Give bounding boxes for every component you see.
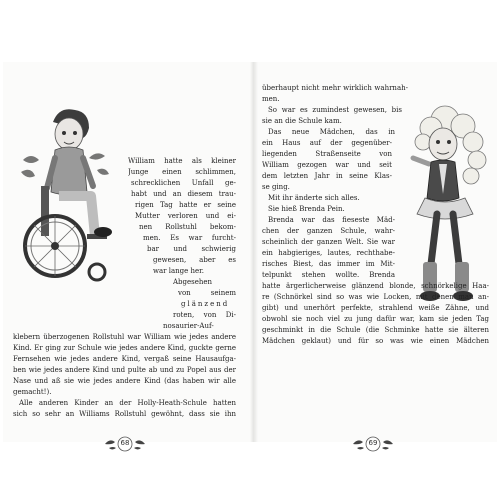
text-line: Kind. Er ging zur Schule wie jedes andere Kind, guckte gerne [13,344,236,352]
text-line: Junge einen schlimmen, [128,168,236,176]
text-line: scheinlich der ganzen Welt. Sie war [262,238,395,246]
text-line: William gezogen war und seit [262,161,392,169]
text-line: schrecklichen Unfall ge- [131,179,236,187]
page-number-right [353,436,393,452]
text-line: Sie hieß Brenda Pein. [268,205,345,213]
text-line: gewesen, aber es [153,256,236,264]
text-line: liegenden Straßenseite von [262,150,392,158]
text-line: So war es zumindest gewesen, bis [268,106,402,114]
text-line: nosaurier-Auf- [163,322,214,330]
text-line: sie an die Schule kam. [262,117,342,125]
text-line: habt und an diesem trau- [131,190,236,198]
text-line: gibt) und unerhört perfekte, strahlend weiße Zähne, und [262,304,489,312]
page-number-text: 68 [120,439,130,447]
text-line: ein habgieriges, lautes, rechthabe- [262,249,395,257]
text-line: men. Es war furcht- [143,234,236,242]
text-line: William hatte als kleiner [128,157,236,165]
text-line: obwohl sie noch viel zu jung dafür war, kam sie jeden Tag [262,315,489,323]
text-line: nen Rollstuhl bekom- [139,223,236,231]
text-line: war lange her. [153,267,204,275]
text-line: bar und schwierig [147,245,236,253]
text-line: glänzend [181,300,230,308]
text-line: Abgesehen [173,278,213,286]
text-line: ben wie jedes andere Kind und pulte ab und zu Popel aus der [13,366,236,374]
text-line: gemacht!). [13,388,52,396]
text-line: ein Haus auf der gegenüber- [262,139,392,147]
text-line: rigen Tag hatte er seine [135,201,236,209]
text-line: sich so sehr an Williams Rollstuhl gewöhnt, dass sie ihn [13,410,236,418]
text-line: von seinem [178,289,236,297]
text-line: telpunkt stehen wollte. Brenda [262,271,395,279]
text-line: Mit ihr änderte sich alles. [268,194,360,202]
text-line: se ging. [262,183,290,191]
text-line: Fernsehen wie jedes andere Kind, vergaß seine Hausaufga- [13,355,236,363]
text-line: chen der ganzen Schule, wahr- [262,227,395,235]
text-line: risches Biest, das immer im Mit- [262,260,395,268]
text-line: hatte ärgerlicherweise glänzend blonde, schnörkelige Haa- [262,282,489,290]
text-line: Alle anderen Kinder an der Holly-Heath-Schule hatten [19,399,236,407]
page-number-text: 69 [368,439,378,447]
text-line: überhaupt nicht mehr wirklich wahrnah- [262,84,408,92]
text-line: men. [262,95,280,103]
book-gutter [250,62,258,442]
text-line: klebern überzogenen Rollstuhl war William wie jedes andere [13,333,236,341]
girl-with-curly-hair-illustration [401,102,496,312]
text-line: Nase und aß sie wie jedes andere Kind (das haben wir alle [13,377,236,385]
boy-in-wheelchair-illustration [19,100,119,305]
text-line: re (Schnörkel sind so was wie Locken, mit denen man an- [262,293,489,301]
book-spread [3,62,497,447]
text-line: Brenda war das fieseste Mäd- [268,216,395,224]
text-line: Mutter verloren und ei- [135,212,236,220]
text-line: roten, von Di- [173,311,236,319]
text-line: geschminkt in die Schule (die Schminke hatte sie älteren [262,326,489,334]
text-line: Das neue Mädchen, das in [268,128,395,136]
page-number-left [105,436,145,452]
text-line: dem letzten Jahr in seine Klas- [262,172,392,180]
text-line: Mädchen geklaut) und für so was wie einen Mädchen [262,337,489,345]
